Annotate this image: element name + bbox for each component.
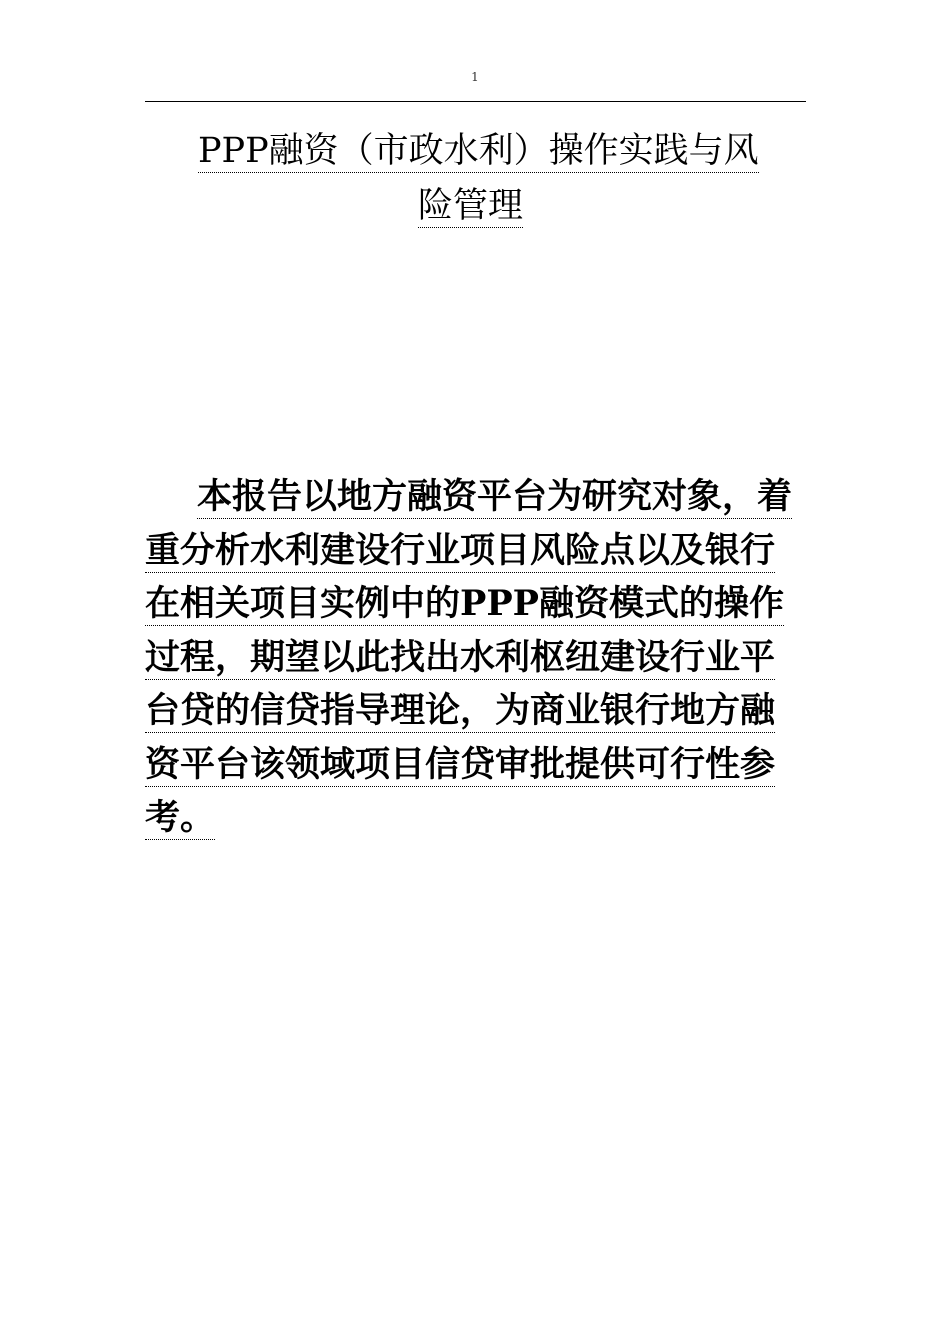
abstract-line: 资平台该领域项目信贷审批提供可行性参: [145, 743, 776, 785]
abstract-line: 在相关项目实例中的PPP融资模式的操作: [145, 583, 784, 624]
abstract-line: 重分析水利建设行业项目风险点以及银行: [145, 529, 776, 571]
title-line: 险管理: [418, 186, 524, 226]
abstract-line: 过程，期望以此找出水利枢纽建设行业平: [145, 636, 776, 678]
title-line: PPP融资（市政水利）操作实践与风: [198, 131, 759, 171]
page-number: 1: [471, 70, 479, 84]
abstract-line: 台贷的信贷指导理论，为商业银行地方融: [145, 690, 776, 731]
abstract-line: 本报告以地方融资平台为研究对象，着: [197, 476, 793, 517]
abstract-paragraph: [145, 470, 806, 845]
abstract-line: 考。: [145, 797, 216, 838]
document-title: [198, 124, 806, 234]
header-divider: [145, 101, 806, 102]
